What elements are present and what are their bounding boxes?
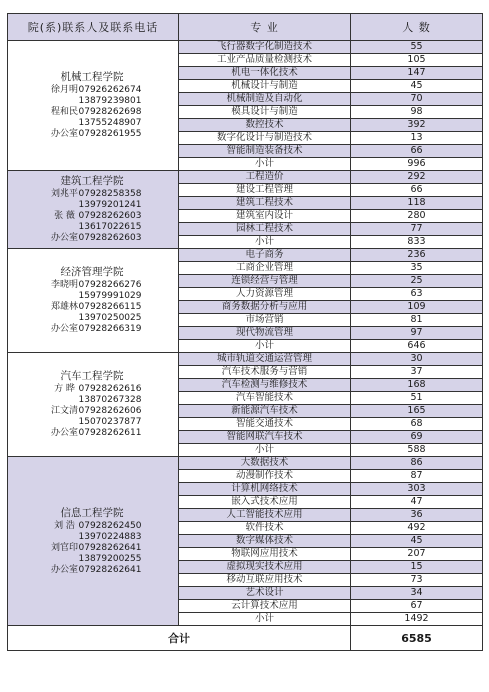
enrollment-table [7, 13, 483, 651]
subtotal-value: 646 [351, 340, 483, 353]
contact-name: 办公室 [50, 129, 78, 139]
contact-entry [14, 129, 178, 140]
major-name: 云计算技术应用 [179, 600, 351, 613]
major-count: 34 [351, 587, 483, 600]
major-name: 机电一体化技术 [179, 67, 351, 80]
college-contacts [14, 280, 178, 335]
grand-total-value: 6585 [351, 626, 483, 651]
major-count: 97 [351, 327, 483, 340]
major-count: 66 [351, 145, 483, 158]
contact-phone: 07928262603 [78, 211, 142, 221]
major-name: 大数据技术 [179, 457, 351, 470]
subtotal-value: 996 [351, 158, 483, 171]
major-name: 人力资源管理 [179, 288, 351, 301]
contact-name: 郑雄林 [50, 302, 78, 312]
contact-entry [14, 189, 178, 211]
major-name: 智能网联汽车技术 [179, 431, 351, 444]
table-row [8, 249, 483, 262]
major-count: 109 [351, 301, 483, 314]
contact-name: 张 薇 [54, 211, 75, 221]
table-row [8, 457, 483, 470]
major-name: 人工智能技术应用 [179, 509, 351, 522]
contact-phone: 07926262674 [78, 85, 142, 95]
major-count: 30 [351, 353, 483, 366]
major-name: 数字媒体技术 [179, 535, 351, 548]
contact-phone: 13970250025 [78, 313, 142, 323]
grand-total-label: 合计 [8, 626, 351, 651]
major-name: 工业产品质量检测技术 [179, 54, 351, 67]
contact-entry [14, 233, 178, 244]
header-contact: 院(系)联系人及联系电话 [8, 14, 179, 41]
college-contact-cell [8, 457, 179, 626]
major-count: 51 [351, 392, 483, 405]
college-name: 经济管理学院 [60, 266, 124, 278]
major-name: 城市轨道交通运营管理 [179, 353, 351, 366]
major-name: 计算机网络技术 [179, 483, 351, 496]
contact-name: 办公室 [50, 564, 78, 575]
enrollment-table-body [8, 14, 483, 651]
major-name: 物联网应用技术 [179, 548, 351, 561]
major-count: 77 [351, 223, 483, 236]
contact-entry [14, 85, 178, 107]
contact-phone: 07928262611 [78, 428, 142, 438]
major-count: 207 [351, 548, 483, 561]
major-count: 70 [351, 93, 483, 106]
contact-phone: 15070237877 [78, 417, 142, 427]
major-name: 市场营销 [179, 314, 351, 327]
major-count: 168 [351, 379, 483, 392]
header-major: 专 业 [179, 14, 351, 41]
major-count: 73 [351, 574, 483, 587]
contact-name: 刘兆平 [50, 189, 78, 199]
major-name: 商务数据分析与应用 [179, 301, 351, 314]
subtotal-value: 588 [351, 444, 483, 457]
major-name: 艺术设计 [179, 587, 351, 600]
table-row [8, 41, 483, 54]
major-count: 13 [351, 132, 483, 145]
college-contact-cell [8, 353, 179, 457]
subtotal-label: 小计 [179, 444, 351, 457]
major-count: 37 [351, 366, 483, 379]
major-count: 45 [351, 80, 483, 93]
contact-entry [14, 211, 178, 233]
major-name: 工商企业管理 [179, 262, 351, 275]
major-name: 嵌入式技术应用 [179, 496, 351, 509]
contact-name: 刘官印 [50, 542, 78, 553]
major-count: 63 [351, 288, 483, 301]
contact-phone: 13617022615 [78, 222, 142, 232]
college-contact-cell [8, 249, 179, 353]
contact-phone: 07928266276 [78, 280, 142, 290]
table-row [8, 171, 483, 184]
contact-phone: 07928258358 [78, 189, 142, 199]
major-name: 新能源汽车技术 [179, 405, 351, 418]
major-name: 建筑室内设计 [179, 210, 351, 223]
contact-entry [14, 384, 178, 406]
major-count: 292 [351, 171, 483, 184]
major-name: 数控技术 [179, 119, 351, 132]
contact-phone: 07928261955 [78, 129, 142, 139]
contact-phone: 13755248907 [78, 118, 142, 128]
major-name: 虚拟现实技术应用 [179, 561, 351, 574]
major-count: 66 [351, 184, 483, 197]
major-count: 35 [351, 262, 483, 275]
college-name: 建筑工程学院 [60, 175, 124, 187]
major-count: 147 [351, 67, 483, 80]
major-name: 建筑工程技术 [179, 197, 351, 210]
contact-phone: 07928262698 [78, 107, 142, 117]
contact-phone: 07928266115 [78, 302, 142, 312]
contact-entry [14, 521, 178, 543]
major-count: 105 [351, 54, 483, 67]
contact-phone: 07928262450 [78, 520, 142, 531]
college-name: 汽车工程学院 [60, 370, 124, 382]
major-count: 36 [351, 509, 483, 522]
contact-name: 程和民 [50, 107, 78, 117]
major-count: 68 [351, 418, 483, 431]
subtotal-label: 小计 [179, 158, 351, 171]
major-count: 118 [351, 197, 483, 210]
college-contacts [14, 85, 178, 140]
major-count: 69 [351, 431, 483, 444]
major-count: 492 [351, 522, 483, 535]
major-count: 303 [351, 483, 483, 496]
college-name: 信息工程学院 [60, 506, 124, 519]
contact-name: 办公室 [50, 428, 78, 438]
major-name: 智能交通技术 [179, 418, 351, 431]
college-contact-cell [8, 41, 179, 171]
major-count: 47 [351, 496, 483, 509]
major-name: 连锁经营与管理 [179, 275, 351, 288]
subtotal-label: 小计 [179, 236, 351, 249]
contact-phone: 13879239801 [78, 96, 142, 106]
major-count: 55 [351, 41, 483, 54]
contact-entry [14, 406, 178, 428]
major-name: 电子商务 [179, 249, 351, 262]
major-count: 165 [351, 405, 483, 418]
major-count: 236 [351, 249, 483, 262]
contact-entry [14, 302, 178, 324]
major-count: 45 [351, 535, 483, 548]
major-name: 工程造价 [179, 171, 351, 184]
contact-phone: 07928262616 [78, 384, 142, 394]
major-count: 392 [351, 119, 483, 132]
college-name: 机械工程学院 [60, 71, 124, 83]
college-contacts [14, 189, 178, 244]
contact-name: 李晓明 [50, 280, 78, 290]
major-count: 25 [351, 275, 483, 288]
major-name: 汽车检测与维修技术 [179, 379, 351, 392]
contact-name: 江文清 [50, 406, 78, 416]
contact-phone: 13879200255 [78, 553, 142, 564]
major-name: 建设工程管理 [179, 184, 351, 197]
table-row [8, 353, 483, 366]
contact-entry [14, 324, 178, 335]
contact-phone: 07928266319 [78, 324, 142, 334]
major-name: 动漫制作技术 [179, 470, 351, 483]
contact-phone: 15979991029 [78, 291, 142, 301]
contact-phone: 13970224883 [78, 531, 142, 542]
major-name: 现代物流管理 [179, 327, 351, 340]
contact-entry [14, 280, 178, 302]
contact-phone: 07928262606 [78, 406, 142, 416]
contact-phone: 07928262641 [78, 542, 142, 553]
major-count: 98 [351, 106, 483, 119]
contact-name: 方 晔 [54, 384, 75, 394]
subtotal-value: 1492 [351, 613, 483, 626]
major-name: 机械制造及自动化 [179, 93, 351, 106]
contact-entry [14, 107, 178, 129]
major-name: 软件技术 [179, 522, 351, 535]
subtotal-label: 小计 [179, 613, 351, 626]
contact-name: 办公室 [50, 324, 78, 334]
major-count: 67 [351, 600, 483, 613]
subtotal-label: 小计 [179, 340, 351, 353]
major-count: 86 [351, 457, 483, 470]
table-header-row [8, 14, 483, 41]
contact-phone: 13979201241 [78, 200, 142, 210]
major-name: 智能制造装备技术 [179, 145, 351, 158]
major-name: 汽车智能技术 [179, 392, 351, 405]
college-contacts [14, 384, 178, 439]
college-contact-cell [8, 171, 179, 249]
subtotal-value: 833 [351, 236, 483, 249]
major-name: 机械设计与制造 [179, 80, 351, 93]
contact-name: 刘 浩 [54, 520, 75, 531]
contact-name: 徐月明 [50, 85, 78, 95]
major-name: 园林工程技术 [179, 223, 351, 236]
major-name: 汽车技术服务与营销 [179, 366, 351, 379]
major-count: 81 [351, 314, 483, 327]
major-name: 数字化设计与制造技术 [179, 132, 351, 145]
major-count: 280 [351, 210, 483, 223]
grand-total-row [8, 626, 483, 651]
contact-entry [14, 543, 178, 565]
contact-phone: 07928262603 [78, 233, 142, 243]
contact-entry [14, 565, 178, 576]
header-count: 人 数 [351, 14, 483, 41]
major-name: 飞行器数字化制造技术 [179, 41, 351, 54]
contact-entry [14, 428, 178, 439]
contact-phone: 07928262641 [78, 564, 142, 575]
major-name: 模具设计与制造 [179, 106, 351, 119]
major-name: 移动互联应用技术 [179, 574, 351, 587]
major-count: 87 [351, 470, 483, 483]
contact-phone: 13870267328 [78, 395, 142, 405]
college-contacts [14, 521, 178, 576]
contact-name: 办公室 [50, 233, 78, 243]
major-count: 15 [351, 561, 483, 574]
